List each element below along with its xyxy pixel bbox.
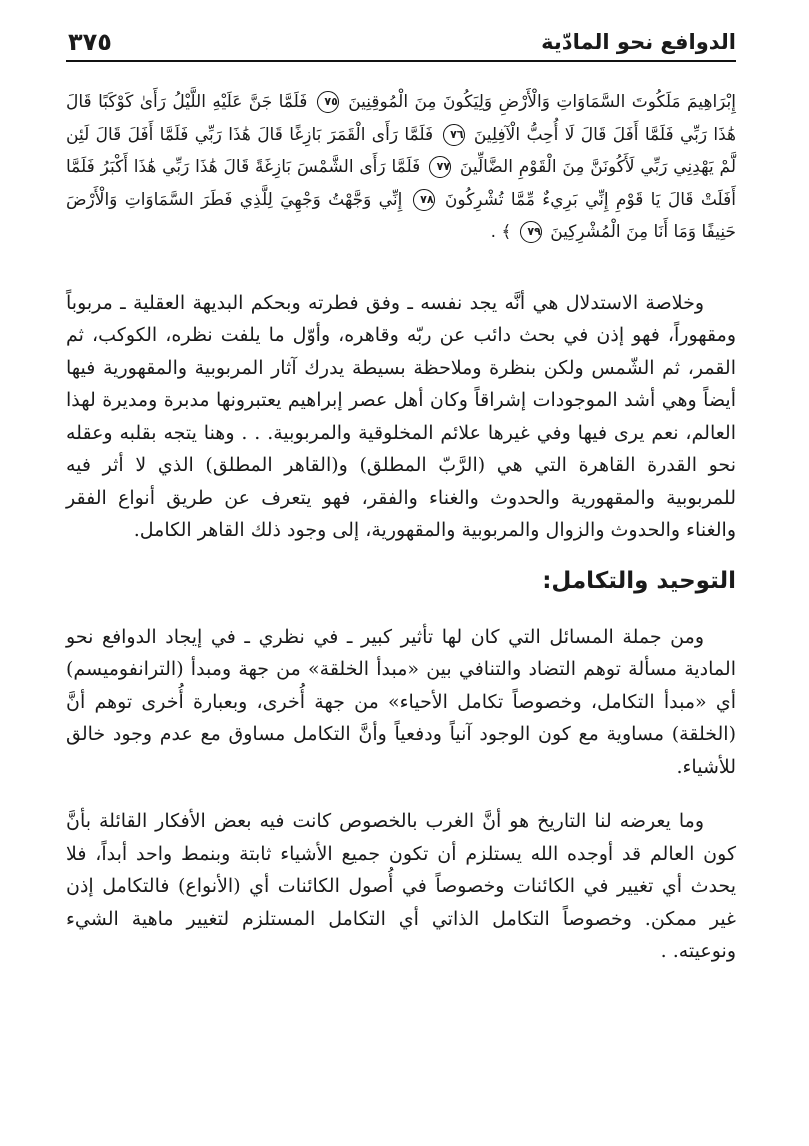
ayah-number-marker: ٧٩ (520, 221, 542, 243)
quran-closing-bracket: ﴾ . (490, 222, 512, 242)
running-title: الدوافع نحو المادّية (541, 30, 736, 54)
body-paragraph: وخلاصة الاستدلال هي أنَّه يجد نفسه ـ وفق فطرته وبحكم البديهة العقلية ـ مربوباً ومقهوراً، فهو إذن في بحث دائب عن ربّه وقاهره، وأوّل ما يلفت نظره، الكوكب، ثم القمر، ثم الشّمس ولكن بنظرة وملاحظة بسيطة يدرك آثار المربوبية والمقهورية فيها أيضاً وهي أشد الموجودات إشراقاً وكان أهل عصر إبراهيم يعتبرونها مدبرة ومديرة لهذا العالم، نعم يرى فيها وفي غيرها علائم المخلوقية والمربوبية. . . وهنا يتجه بقلبه وعقله نحو القدرة القاهرة التي هي (الرَّبّ المطلق) و(القاهر المطلق) الذي لا أثر فيه للمربوبية والمقهورية والحدوث والغناء والفقر، فهو يتعرف عن طريق أنواع الفقر والغناء والحدوث والزوال والمربوبية والمقهورية، إلى وجود ذلك القاهر الكامل. (66, 291, 736, 541)
quran-verses (66, 86, 736, 249)
verse-text: فَلَمَّا رَأَى الْقَمَرَ بَازِغًا قَالَ هَٰذَا رَبِّي فَلَمَّا أَفَلَ قَالَ لَئِن لَّمْ يَهْدِنِي رَبِّي لَأَكُونَنَّ مِنَ الْقَوْمِ الضَّالِّينَ (66, 124, 736, 177)
ayah-number-marker: ٧٥ (317, 91, 339, 113)
verse-text: إِنِّي وَجَّهْتُ وَجْهِيَ لِلَّذِي فَطَرَ السَّمَاوَاتِ وَالْأَرْضَ حَنِيفًا وَمَا أَنَا مِنَ الْمُشْرِكِينَ (66, 189, 736, 242)
ayah-number-marker: ٧٦ (443, 124, 465, 146)
verse-text: إِبْرَاهِيمَ مَلَكُوتَ السَّمَاوَاتِ وَالْأَرْضِ وَلِيَكُونَ مِنَ الْمُوقِنِينَ (348, 92, 737, 112)
body-paragraph: وما يعرضه لنا التاريخ هو أنَّ الغرب بالخصوص كانت فيه بعض الأفكار القائلة بأنَّ كون العالم قد أوجده الله يستلزم أن تكون جميع الأشياء ثابتة وبنمط واحد أبداً، فلا يحدث أي تغيير في الكائنات وخصوصاً في أُصول الكائنات أي (الأنواع) فالتكامل إذن غير ممكن. وخصوصاً التكامل الذاتي أي التكامل المستلزم لتغيير ماهية الشيء ونوعيته. . (66, 810, 736, 962)
ayah-number-marker: ٧٧ (429, 156, 451, 178)
book-page (66, 26, 736, 968)
running-header (66, 26, 736, 62)
body-paragraph: ومن جملة المسائل التي كان لها تأثير كبير ـ في نظري ـ في إيجاد الدوافع نحو المادية مسألة توهم التضاد والتنافي بين «مبدأ الخلقة» من جهة ومبدأ (الترانفوميسم) أي «مبدأ التكامل، وخصوصاً تكامل الأحياء» من جهة أُخرى، وبعبارة أُخرى توهم أنَّ (الخلقة) مساوية مع كون الوجود آنياً ودفعياً وأنَّ التكامل مساوق مع عدم وجود خالق للأشياء. (66, 625, 736, 778)
verse-text: فَلَمَّا جَنَّ عَلَيْهِ اللَّيْلُ رَأَىٰ كَوْكَبًا قَالَ هَٰذَا رَبِّي فَلَمَّا أَفَلَ قَالَ لَا أُحِبُّ الْآفِلِينَ (66, 92, 737, 145)
page-number: ٣٧٥ (68, 28, 112, 56)
section-heading: التوحيد والتكامل: (542, 567, 736, 594)
ayah-number-marker: ٧٨ (413, 189, 435, 211)
verse-text: فَلَمَّا رَأَى الشَّمْسَ بَازِغَةً قَالَ هَٰذَا رَبِّي هَٰذَا أَكْبَرُ فَلَمَّا أَفَلَتْ قَالَ يَا قَوْمِ إِنِّي بَرِيءٌ مِّمَّا تُشْرِكُونَ (66, 157, 736, 210)
